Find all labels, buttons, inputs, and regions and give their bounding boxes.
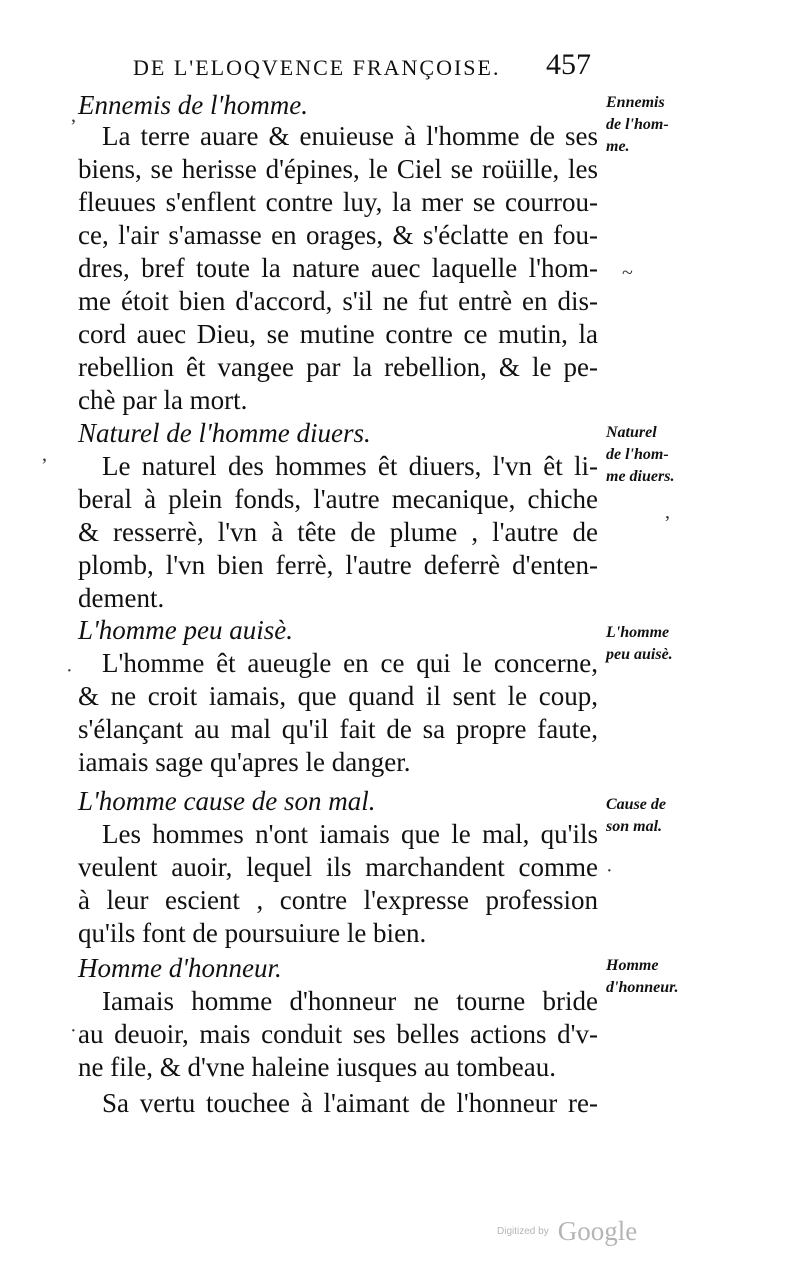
- section-heading: L'homme peu auisè.: [78, 615, 293, 645]
- margin-note-line: son mal.: [606, 818, 663, 835]
- text-line: Le naturel des hommes êt diuers, l'vn êt li-: [102, 451, 598, 481]
- ink-mark: ʼ: [41, 455, 48, 477]
- text-line: ce, l'air s'amasse en orages, & s'éclatte en fou-: [78, 220, 598, 250]
- section-heading: L'homme cause de son mal.: [78, 786, 376, 816]
- section-heading: Naturel de l'homme diuers.: [78, 418, 371, 448]
- text-line: L'homme êt aueugle en ce qui le concerne,: [102, 648, 598, 678]
- running-head: DE L'ELOQVENCE FRANÇOISE.: [133, 55, 501, 80]
- paragraph: [78, 985, 598, 1084]
- text-line: beral à plein fonds, l'autre mecanique, chiche: [78, 484, 598, 514]
- text-line: cord auec Dieu, se mutine contre ce mutin, la: [78, 319, 598, 349]
- margin-note: [606, 794, 688, 838]
- margin-note-line: d'honneur.: [606, 979, 679, 996]
- margin-note-line: L'homme: [606, 624, 670, 641]
- text-line: à leur escient , contre l'expresse profession: [78, 885, 598, 915]
- text-line: Iamais homme d'honneur ne tourne bride: [102, 986, 598, 1016]
- margin-note-line: de l'hom-: [606, 116, 669, 133]
- text-line: & resserrè, l'vn à tête de plume , l'autre de: [78, 517, 598, 547]
- ink-mark: ~: [622, 262, 633, 284]
- text-line: dement.: [78, 583, 165, 613]
- text-line: veulent auoir, lequel ils marchandent comme: [78, 852, 598, 882]
- margin-note-line: Naturel: [606, 424, 657, 441]
- text-line: Sa vertu touchee à l'aimant de l'honneur re-: [102, 1088, 598, 1118]
- text-line: biens, se herisse d'épines, le Ciel se roüille, les: [78, 154, 598, 184]
- margin-note: [606, 92, 688, 158]
- page-number: 457: [546, 48, 591, 81]
- ink-mark: ·: [66, 660, 73, 682]
- text-line: ne file, & d'vne haleine iusques au tombeau.: [78, 1052, 556, 1082]
- text-line: La terre auare & enuieuse à l'homme de ses: [102, 121, 598, 151]
- text-line: & ne croit iamais, que quand il sent le coup,: [78, 681, 598, 711]
- margin-note: [606, 422, 688, 488]
- paragraph: [78, 647, 598, 779]
- ink-mark: ·: [606, 860, 613, 882]
- text-line: Les hommes n'ont iamais que le mal, qu'ils: [102, 819, 598, 849]
- text-line: plomb, l'vn bien ferrè, l'autre deferrè d'enten-: [78, 550, 598, 580]
- text-line: me étoit bien d'accord, s'il ne fut entrè en dis-: [78, 286, 598, 316]
- margin-note-line: Cause de: [606, 796, 666, 813]
- section-heading: Ennemis de l'homme.: [78, 90, 308, 120]
- text-line: dres, bref toute la nature auec laquelle l'hom-: [78, 253, 598, 283]
- margin-note-line: me diuers.: [606, 468, 675, 485]
- paragraph: [78, 120, 598, 417]
- ink-mark: ·: [70, 1020, 77, 1042]
- paragraph: [78, 450, 598, 615]
- ink-mark: ʼ: [70, 116, 77, 138]
- text-line: chè par la mort.: [78, 385, 248, 415]
- margin-note-line: Homme: [606, 957, 659, 974]
- section-heading: Homme d'honneur.: [78, 953, 282, 983]
- digitized-watermark: [497, 1216, 637, 1247]
- margin-note-line: me.: [606, 138, 630, 155]
- margin-note-line: Ennemis: [606, 94, 665, 111]
- digitized-label: Digitized by: [497, 1226, 549, 1237]
- ink-mark: ‚: [664, 501, 671, 523]
- text-line: au deuoir, mais conduit ses belles actions d'v-: [78, 1019, 598, 1049]
- text-line: s'élançant au mal qu'il fait de sa propre faute,: [78, 714, 598, 744]
- margin-note-line: peu auisè.: [606, 646, 673, 663]
- text-line: iamais sage qu'apres le danger.: [78, 747, 411, 777]
- paragraph: [78, 818, 598, 950]
- margin-note: [606, 622, 688, 666]
- paragraph: [78, 1087, 598, 1120]
- text-line: fleuues s'enflent contre luy, la mer se courrou-: [78, 187, 598, 217]
- text-line: qu'ils font de poursuiure le bien.: [78, 918, 427, 948]
- margin-note-line: de l'hom-: [606, 446, 669, 463]
- margin-note: [606, 955, 688, 999]
- google-logo: Google: [557, 1216, 638, 1246]
- text-line: rebellion êt vangee par la rebellion, & le pe-: [78, 352, 598, 382]
